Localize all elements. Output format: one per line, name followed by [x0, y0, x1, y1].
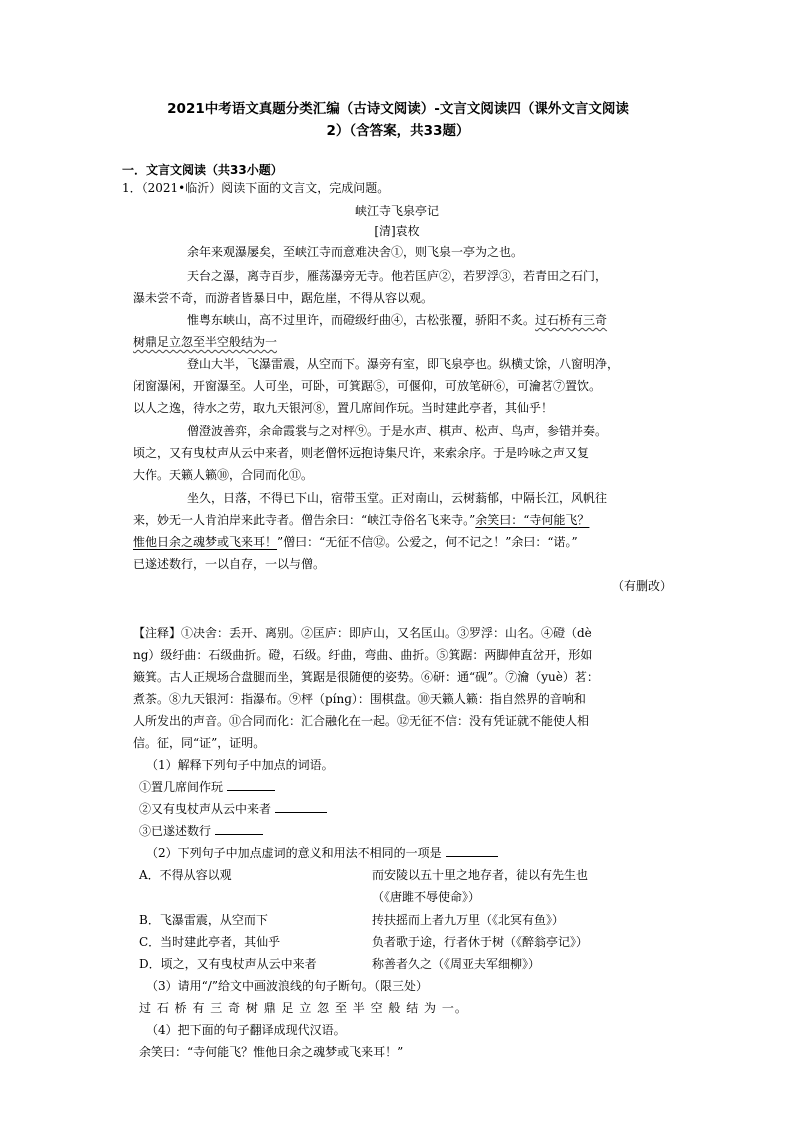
passage-line: 已遂述数行，一以自存，一以与僧。 — [133, 557, 326, 571]
note-line: ng）级纡曲：石级曲折。磴，石级。纡曲，弯曲、曲折。⑤箕踞：两脚伸直岔开，形如 — [133, 648, 593, 662]
answer-blank[interactable] — [446, 845, 498, 857]
passage-line: 顷之，又有曳杖声从云中来者，则老僧怀远抱诗集尺许，来索余序。于是吟咏之声又复 — [133, 446, 590, 460]
option-left: A．不得从容以观 — [139, 868, 232, 882]
option-right: 抟扶摇而上者九万里（《北冥有鱼》） — [372, 913, 565, 927]
option-left: C．当时建此亭者，其仙乎 — [139, 935, 281, 949]
wavy-underlined-sentence-part-2: 树鼎足立忽至半空般结为一 — [133, 335, 278, 349]
passage-line: 天台之瀑，离寺百步，雁荡瀑旁无寺。他若匡庐②，若罗浮③，若青田之石门， — [187, 269, 608, 283]
passage-line — [133, 334, 277, 350]
passage-line — [133, 534, 578, 550]
q1-item — [139, 779, 275, 795]
q2-label: （2）下列句子中加点虚词的意义和用法不相同的一项是 — [146, 846, 442, 860]
passage-line: 瀑未尝不奇，而游者皆暴日中，踞危崖，不得从容以观。 — [133, 291, 434, 305]
passage-line: 余年来观瀑屡矣，至峡江寺而意难决舍①，则飞泉一亭为之也。 — [187, 245, 524, 259]
passage-title: 峡江寺飞泉亭记 — [354, 204, 439, 218]
underlined-quote-part-1: 余笑曰：“寺何能飞？ — [475, 513, 590, 527]
q4-sentence: 余笑曰：“寺何能飞？惟他日余之魂梦或飞来耳！” — [139, 1045, 404, 1059]
passage-author: [清]袁枚 — [374, 224, 420, 238]
question-1-intro: 1．（2021•临沂）阅读下面的文言文，完成问题。 — [122, 181, 390, 195]
section-heading: 一．文言文阅读（共33小题） — [122, 163, 283, 177]
question-1-sub-4: （4）把下面的句子翻译成现代汉语。 — [146, 1023, 346, 1037]
passage-line: 闭窗瀑闲，开窗瀑至。人可坐，可卧，可箕踞⑤，可偃仰，可放笔研⑥，可瀹茗⑦置饮。 — [133, 379, 602, 393]
passage-line-text: 来，妙无一人肯泊岸来此寺者。僧告余曰：“峡江寺俗名飞来寺。” — [133, 513, 476, 527]
q1-item-text: ③已遂述数行 — [139, 824, 212, 838]
passage-line: 大作。天籁人籁⑩，合同而化⑪。 — [133, 468, 314, 482]
passage-line: 以人之逸，待水之劳，取九天银河⑧，置几席间作玩。当时建此亭者，其仙乎！ — [133, 401, 554, 415]
passage-line-text: 惟粤东峡山，高不过里许，而磴级纡曲④，古松张覆，骄阳不炙。 — [187, 313, 536, 327]
wavy-underlined-sentence-part-1: 过石桥有三奇 — [535, 313, 608, 327]
q1-item — [139, 823, 263, 839]
passage-line — [133, 512, 589, 528]
note-line: 人所发出的声音。⑪合同而化：汇合融化在一起。⑫无征不信：没有凭证就不能使人相 — [133, 714, 590, 728]
doc-title-line-2: 2）（含答案，共33题） — [326, 123, 470, 139]
option-right: （《唐雎不辱使命》） — [372, 890, 481, 904]
underlined-quote-part-2: 惟他日余之魂梦或飞来耳！ — [133, 535, 278, 549]
question-1-sub-3: （3）请用“/”给文中画波浪线的句子断句。（限三处） — [146, 979, 428, 993]
passage-line-text: ”僧曰：“无征不信⑫。公爱之，何不记之！”余曰：“诺。” — [277, 535, 578, 549]
option-right: 而安陵以五十里之地存者，徒以有先生也 — [372, 868, 589, 882]
answer-blank[interactable] — [275, 801, 327, 813]
option-left: B．飞瀑雷震，从空而下 — [139, 913, 268, 927]
passage-line: 坐久，日落，不得已下山，宿带玉堂。正对南山，云树蓊郁，中隔长江，风帆往 — [187, 491, 608, 505]
note-line: 【注释】①决舍：丢开、离别。②匡庐：即庐山，又名匡山。③罗浮：山名。④磴（dè — [133, 626, 592, 640]
passage-line — [187, 312, 607, 328]
question-1-sub-2 — [146, 845, 498, 861]
answer-blank[interactable] — [215, 823, 263, 835]
doc-title-line-1: 2021中考语文真题分类汇编（古诗文阅读）-文言文阅读四（课外文言文阅读 — [167, 101, 629, 117]
option-right: 称善者久之（《周亚夫军细柳》） — [372, 957, 541, 971]
q1-item-text: ①置几席间作玩 — [139, 780, 224, 794]
note-line: 簸箕。古人正规场合盘腿而坐，箕踞是很随便的姿势。⑥研：通“砚”。⑦瀹（yuè）茗： — [133, 670, 599, 684]
question-1-sub-1: （1）解释下列句子中加点的词语。 — [146, 758, 334, 772]
answer-blank[interactable] — [227, 779, 275, 791]
note-line: 信。征，同“证”，证明。 — [133, 736, 266, 750]
revised-note: （有删改） — [611, 579, 672, 593]
passage-line: 僧澄波善弈，余命霞裳与之对枰⑨。于是水声、棋声、松声、鸟声，参错并奏。 — [187, 424, 608, 438]
q3-sentence: 过 石 桥 有 三 奇 树 鼎 足 立 忽 至 半 空 般 结 为 一。 — [139, 1001, 468, 1015]
passage-line: 登山大半，飞瀑雷震，从空而下。瀑旁有室，即飞泉亭也。纵横丈馀，八窗明净， — [187, 357, 620, 371]
option-left: D．顷之，又有曳杖声从云中来者 — [139, 957, 317, 971]
q1-item — [139, 801, 327, 817]
note-line: 煮茶。⑧九天银河：指瀑布。⑨枰（pínɡ）：围棋盘。⑩天籁人籁：指自然界的音响和 — [133, 692, 586, 706]
option-right: 负者歌于途，行者休于树（《醉翁亭记》） — [372, 935, 589, 949]
q1-item-text: ②又有曳杖声从云中来者 — [139, 802, 272, 816]
